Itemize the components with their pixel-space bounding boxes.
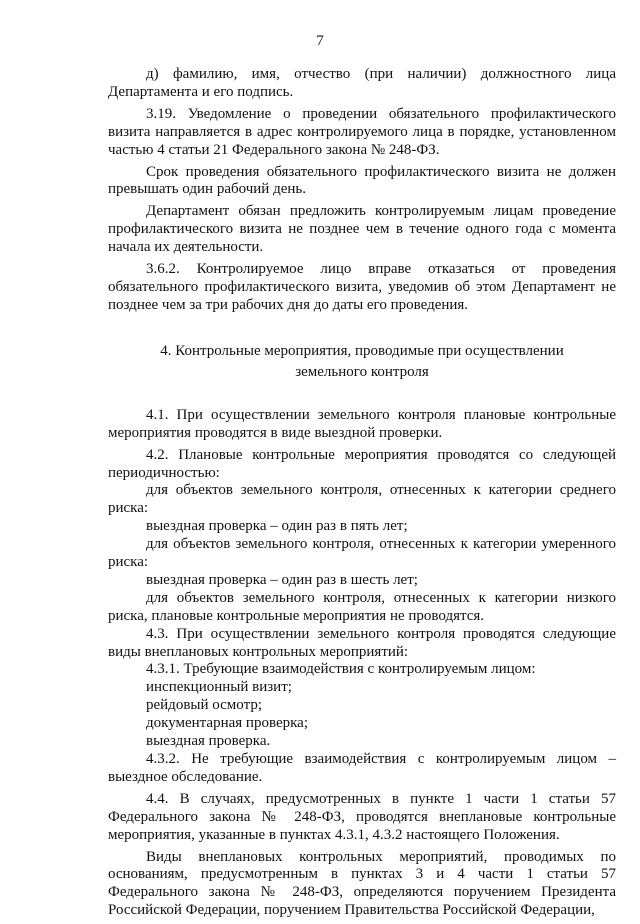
section-heading	[108, 341, 616, 383]
paragraph: для объектов земельного контроля, отнесенных к категории низкого риска, плановые контрольные мероприятия не проводятся.	[108, 589, 616, 624]
paragraph: 4.3. При осуществлении земельного контроля проводятся следующие виды внеплановых контрольных мероприятий:	[108, 625, 616, 660]
paragraph: документарная проверка;	[146, 715, 308, 732]
paragraph: для объектов земельного контроля, отнесенных к категории умеренного риска:	[108, 536, 616, 571]
paragraph: 4.1. При осуществлении земельного контроля плановые контрольные мероприятия проводятся в виде выездной проверки.	[108, 406, 616, 441]
paragraph: 3.6.2. Контролируемое лицо вправе отказаться от проведения обязательного профилактического визита, уведомив об этом Департамент не позднее чем за три рабочих дня до даты его проведения.	[108, 261, 616, 313]
paragraph: д) фамилию, имя, отчество (при наличии) должностного лица Департамента и его подпись.	[108, 66, 616, 100]
paragraph: рейдовый осмотр;	[146, 697, 262, 714]
paragraph: выездная проверка – один раз в пять лет;	[146, 518, 408, 535]
section-heading-line: земельного контроля	[295, 363, 429, 380]
paragraph: инспекционный визит;	[146, 679, 292, 696]
paragraph: 4.3.1. Требующие взаимодействия с контролируемым лицом:	[146, 661, 536, 678]
page-number: 7	[316, 33, 324, 49]
document-body	[108, 66, 616, 924]
paragraph: 4.4. В случаях, предусмотренных в пункте 1 части 1 статьи 57 Федерального закона № 248-ФЗ, проводятся внеплановые контрольные мероприятия, указанные в пунктах 4.3.1, 4.3.2 настоящего Положения.	[108, 790, 616, 843]
paragraph: для объектов земельного контроля, отнесенных к категории среднего риска:	[108, 482, 616, 517]
paragraph: 3.19. Уведомление о проведении обязательного профилактического визита направляется в адрес контролируемого лица в порядке, установленном частью 4 статьи 21 Федерального закона № 248-ФЗ.	[108, 105, 616, 158]
section-heading-line: 4. Контрольные мероприятия, проводимые при осуществлении	[160, 342, 564, 359]
paragraph: выездная проверка.	[146, 733, 271, 750]
paragraph: Срок проведения обязательного профилактического визита не должен превышать один рабочий день.	[108, 163, 616, 198]
paragraph: Виды внеплановых контрольных мероприятий, проводимых по основаниям, предусмотренным в пунктах 3 и 4 части 1 статьи 57 Федерального закона № 248-ФЗ, определяются поручением Президента Российской Федерации, поручением Правительства Российской Федерации,	[108, 848, 616, 919]
paragraph: 4.2. Плановые контрольные мероприятия проводятся со следующей периодичностью:	[108, 446, 616, 481]
paragraph: 4.3.2. Не требующие взаимодействия с контролируемым лицом – выездное обследование.	[108, 751, 616, 785]
paragraph: выездная проверка – один раз в шесть лет;	[146, 571, 418, 588]
paragraph: Департамент обязан предложить контролируемым лицам проведение профилактического визита не позднее чем в течение одного года с момента начала их деятельности.	[108, 203, 616, 256]
